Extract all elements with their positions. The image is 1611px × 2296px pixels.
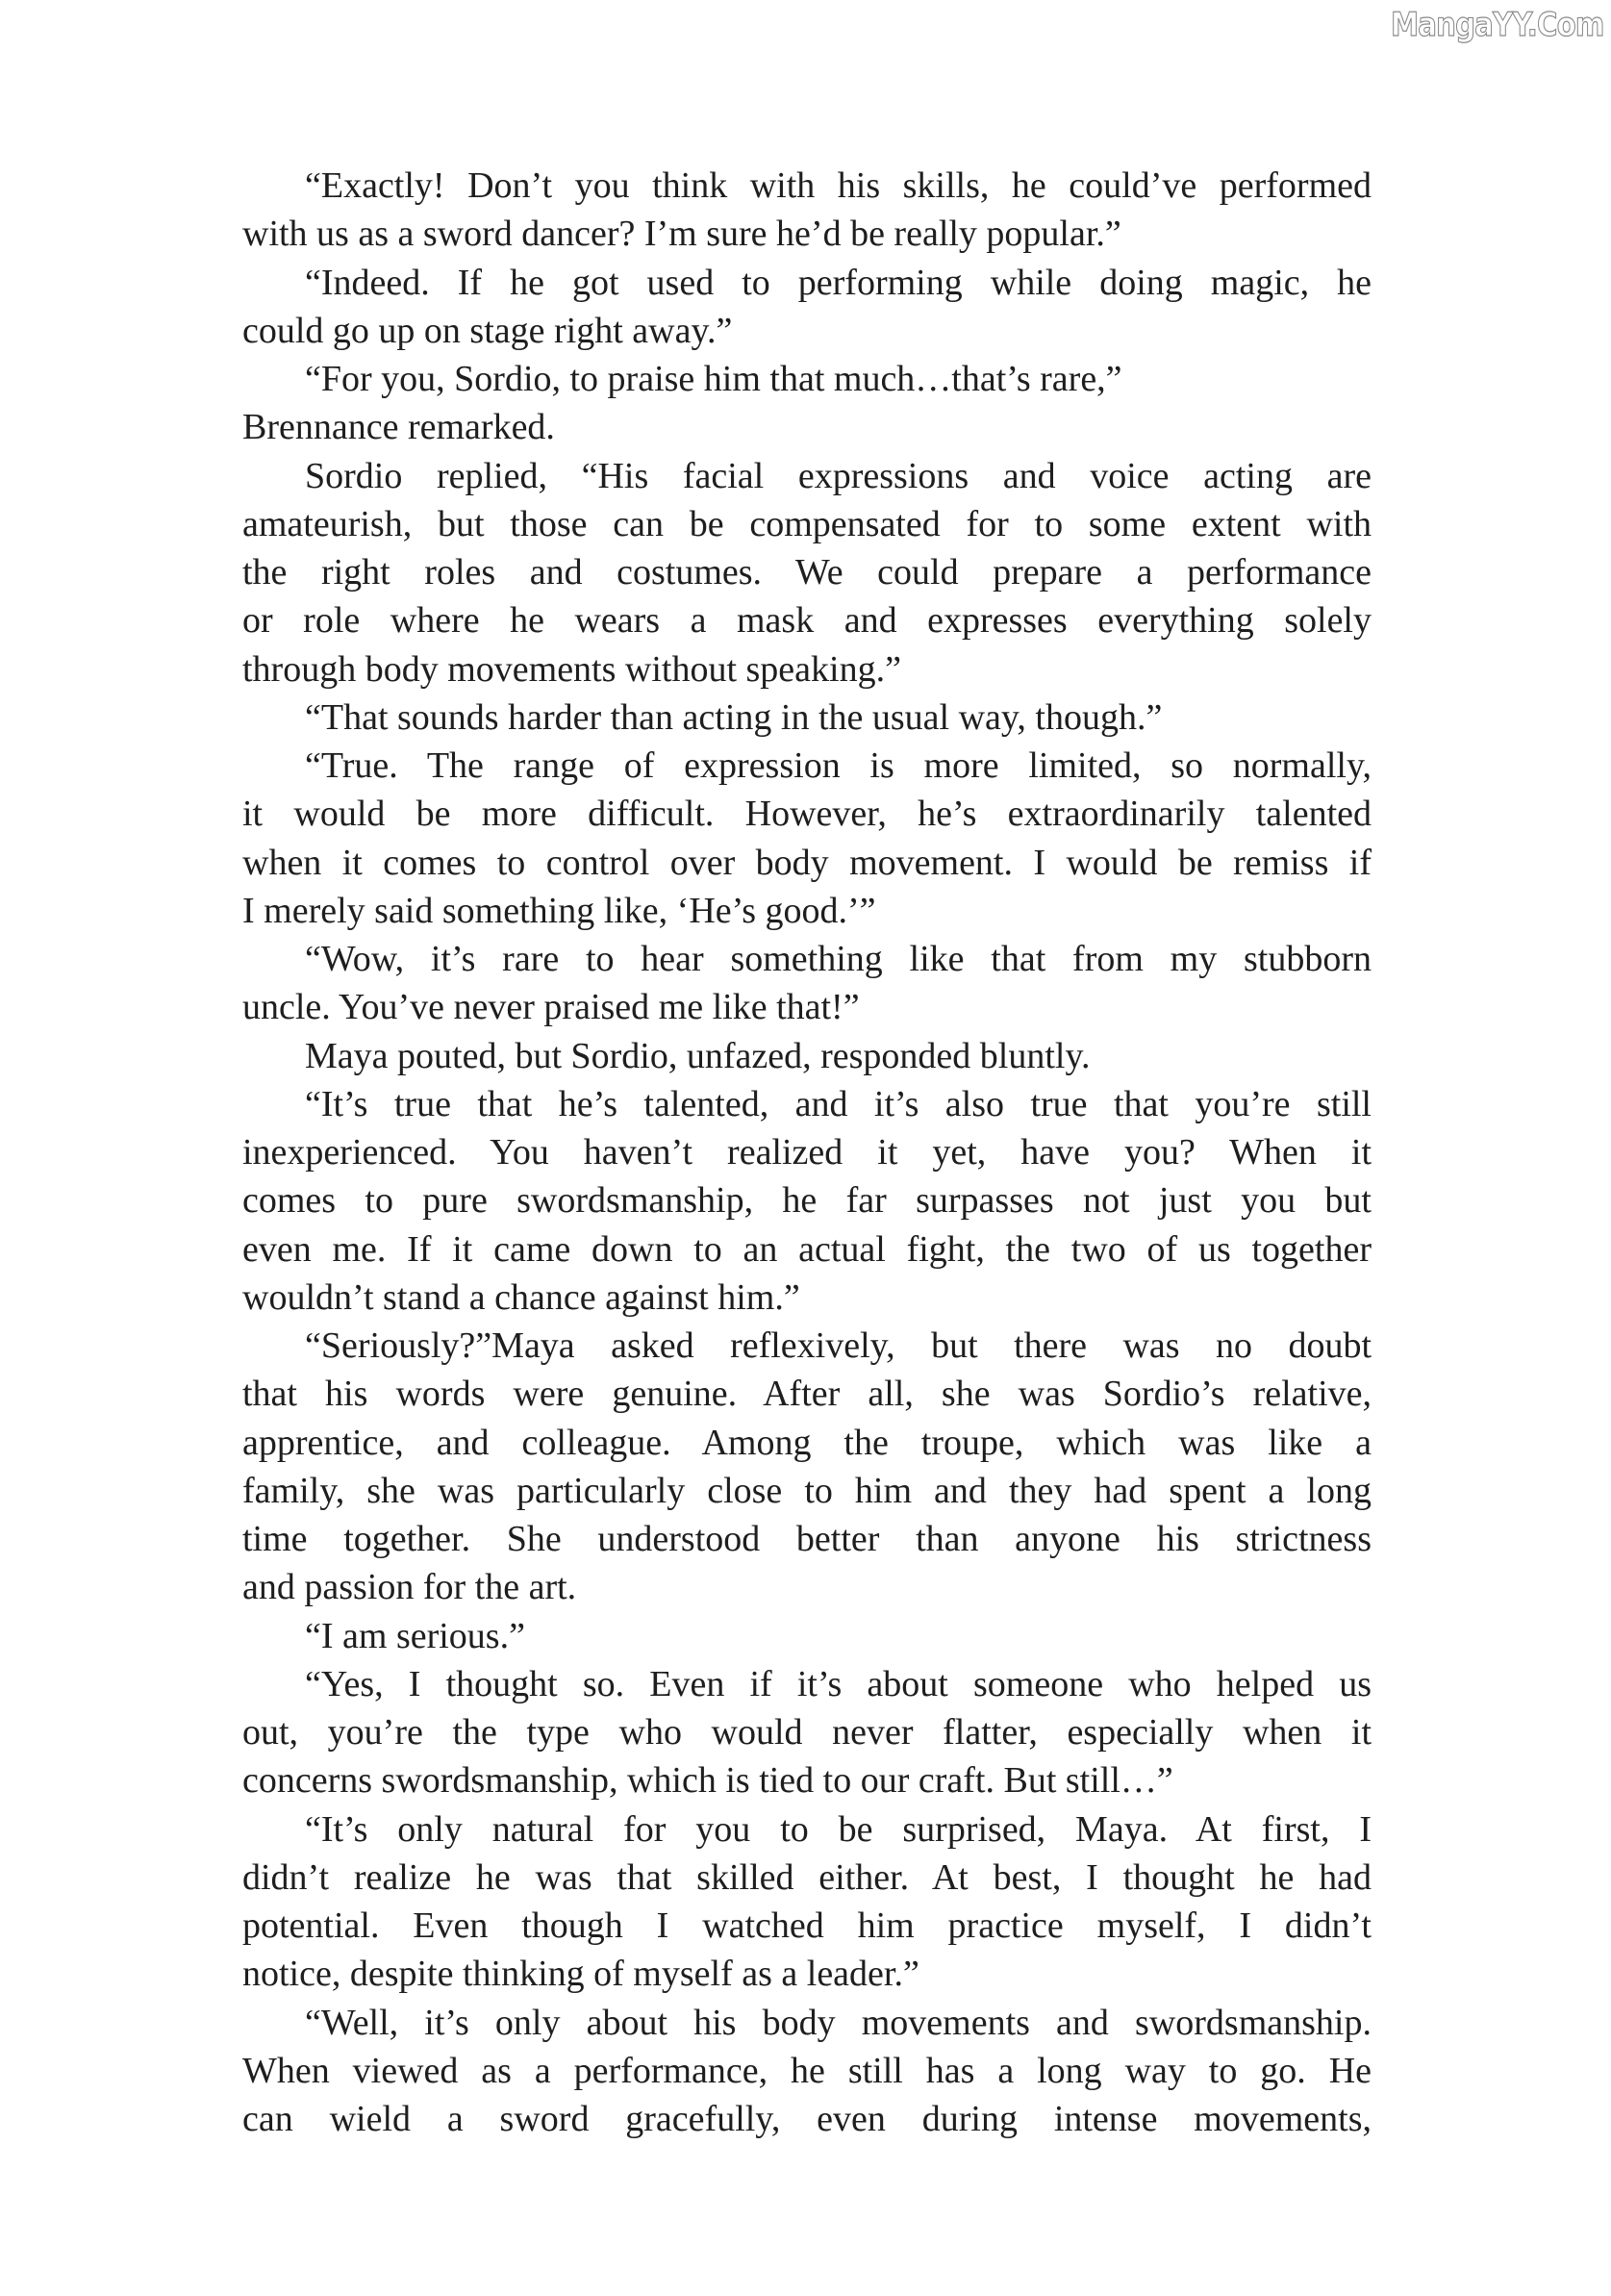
text-line: comes to pure swordsmanship, he far surpasses not just you but — [242, 1180, 1372, 1222]
text-line: Brennance remarked. — [242, 407, 555, 448]
paragraph-first-line: “For you, Sordio, to praise him that much…that’s rare,” — [305, 359, 1122, 399]
paragraph-first-line: “That sounds harder than acting in the usual way, though.” — [305, 696, 1163, 738]
paragraph-first-line: “Seriously?”Maya asked reflexively, but there was no doubt — [305, 1325, 1372, 1366]
paragraph-first-line: “It’s only natural for you to be surprised, Maya. At first, I — [305, 1808, 1372, 1850]
paragraph-first-line: Maya pouted, but Sordio, unfazed, responded bluntly. — [305, 1035, 1091, 1076]
text-line: amateurish, but those can be compensated for to some extent with — [242, 503, 1372, 544]
book-page-text — [242, 162, 1372, 2143]
text-line: even me. If it came down to an actual fight, the two of us together — [242, 1228, 1372, 1270]
site-watermark: MangaYY.Com — [1391, 6, 1604, 44]
text-line: apprentice, and colleague. Among the troupe, which was like a — [242, 1422, 1372, 1463]
text-line: when it comes to control over body movement. I would be remiss if — [242, 842, 1372, 883]
text-line: uncle. You’ve never praised me like that!” — [242, 987, 860, 1028]
text-line: and passion for the art. — [242, 1567, 577, 1608]
text-line: concerns swordsmanship, which is tied to our craft. But still…” — [242, 1760, 1173, 1802]
paragraph-first-line: “Exactly! Don’t you think with his skills, he could’ve performed — [305, 165, 1372, 206]
paragraph-first-line: “Indeed. If he got used to performing while doing magic, he — [305, 262, 1372, 303]
paragraph-first-line: “Wow, it’s rare to hear something like that from my stubborn — [305, 939, 1372, 979]
text-line: out, you’re the type who would never flatter, especially when it — [242, 1712, 1372, 1753]
paragraph-first-line: “True. The range of expression is more limited, so normally, — [305, 745, 1372, 786]
text-line: notice, despite thinking of myself as a leader.” — [242, 1954, 919, 1995]
text-line: family, she was particularly close to him and they had spent a long — [242, 1470, 1372, 1511]
text-line: with us as a sword dancer? I’m sure he’d be really popular.” — [242, 214, 1121, 255]
paragraph-first-line: “It’s true that he’s talented, and it’s also true that you’re still — [305, 1083, 1372, 1124]
text-line: the right roles and costumes. We could prepare a performance — [242, 552, 1372, 593]
text-line: I merely said something like, ‘He’s good.’” — [242, 890, 876, 931]
paragraph-first-line: “Well, it’s only about his body movements and swordsmanship. — [305, 2002, 1372, 2043]
text-line: through body movements without speaking.” — [242, 648, 901, 690]
text-line: potential. Even though I watched him practice myself, I didn’t — [242, 1905, 1372, 1946]
text-line: or role where he wears a mask and expresses everything solely — [242, 600, 1372, 642]
paragraph-first-line: Sordio replied, “His facial expressions and voice acting are — [305, 455, 1372, 496]
text-line: could go up on stage right away.” — [242, 310, 733, 351]
text-line: that his words were genuine. After all, she was Sordio’s relative, — [242, 1374, 1372, 1415]
text-line: didn’t realize he was that skilled either. At best, I thought he had — [242, 1856, 1372, 1898]
text-line: time together. She understood better than anyone his strictness — [242, 1519, 1372, 1559]
paragraph-first-line: “I am serious.” — [305, 1615, 525, 1656]
text-line: wouldn’t stand a chance against him.” — [242, 1276, 800, 1318]
text-line: can wield a sword gracefully, even during intense movements, — [242, 2099, 1372, 2139]
text-line: inexperienced. You haven’t realized it yet, have you? When it — [242, 1132, 1372, 1173]
text-line: it would be more difficult. However, he’s extraordinarily talented — [242, 794, 1372, 835]
text-line: When viewed as a performance, he still has a long way to go. He — [242, 2050, 1372, 2091]
paragraph-first-line: “Yes, I thought so. Even if it’s about someone who helped us — [305, 1663, 1372, 1704]
